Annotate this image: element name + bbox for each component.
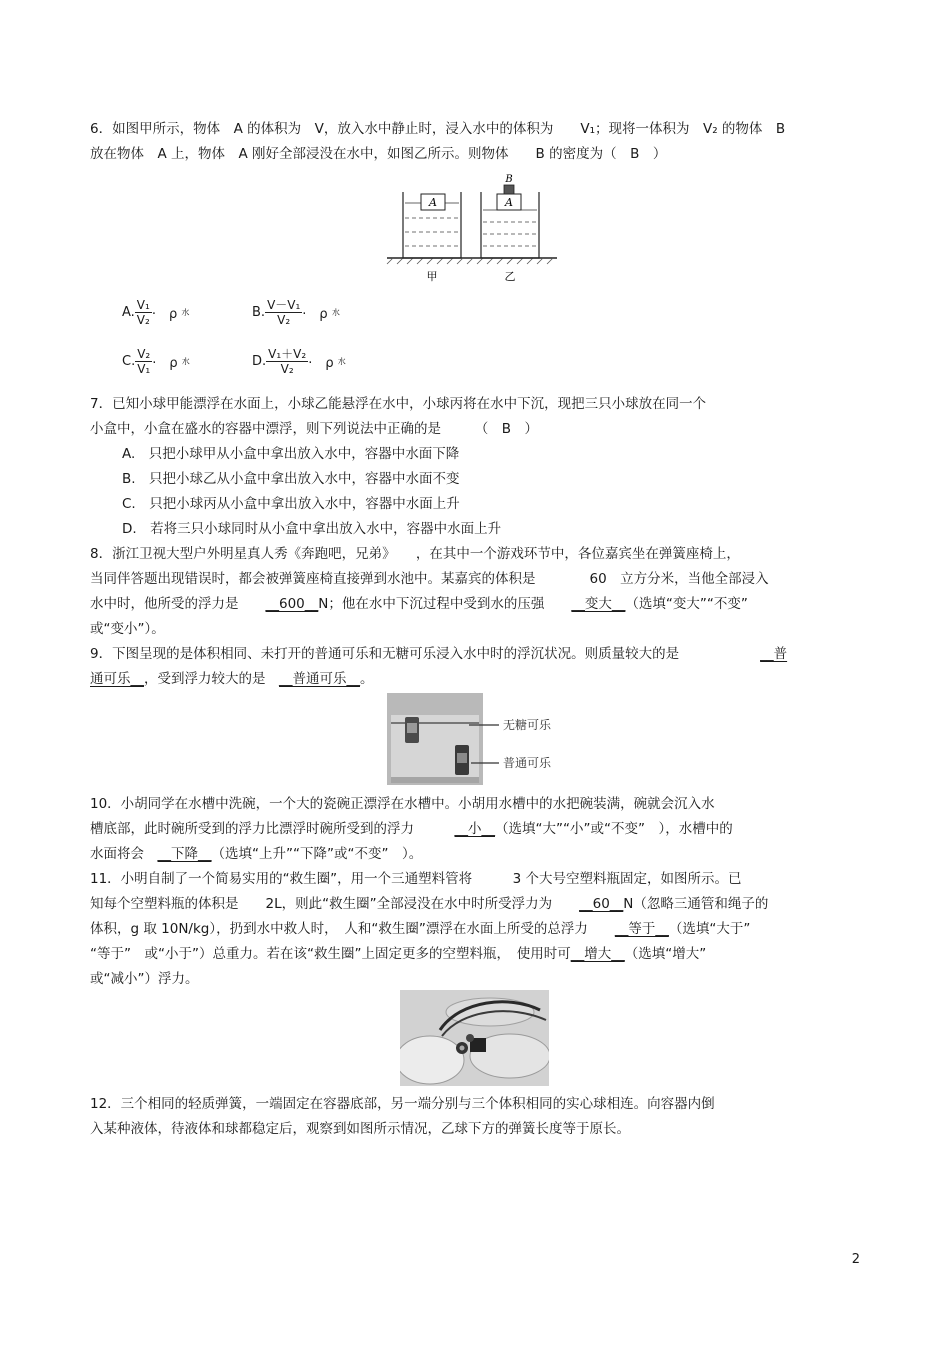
q9-cola-photo	[387, 693, 567, 785]
fraction	[135, 298, 152, 327]
q11-line5: 或“减小”）浮力。	[90, 971, 199, 987]
q11-line3	[90, 920, 750, 938]
q7-option-c: C. 只把小球丙从小盒中拿出放入水中，容器中水面上升	[122, 496, 460, 512]
q10-answer-buoyancy: __小__	[454, 821, 495, 837]
q7-line2: 小盒中，小盒在盛水的容器中漂浮，则下列说法中正确的是 （ B ）	[90, 421, 539, 437]
q11-text-c: 体积，g 取 10N/kg），扔到水中救人时， 人和“救生圈”漂浮在水面上所受的总浮力	[90, 921, 615, 937]
q9-answer-buoyancy: __普通可乐__	[279, 671, 360, 687]
q11-text-b: N（忽略三通管和绳子的	[623, 896, 769, 912]
numerator: V₁	[136, 298, 150, 312]
q8-answer-pressure: __变大__	[571, 596, 626, 612]
q9-text-c: 。	[360, 671, 374, 687]
q6-option-c	[122, 347, 190, 376]
q9-text-b: ，受到浮力较大的是	[144, 671, 279, 687]
rho-subscript: 水	[181, 308, 190, 317]
rho-subscript: 水	[181, 357, 190, 366]
q9-text-a: 9．下图呈现的是体积相同、未打开的普通可乐和无糖可乐浸入水中时的浮沉状况。则质量较大的是	[90, 646, 761, 662]
rho-symbol: · ρ	[302, 307, 328, 322]
option-label: A.	[122, 305, 135, 320]
q11-answer-buoyancy: __60__	[579, 896, 624, 912]
q8-line1: 8．浙江卫视大型户外明星真人秀《奔跑吧，兄弟》 ，在其中一个游戏环节中，各位嘉宾坐在弹簧座椅上，	[90, 546, 740, 562]
denominator: V₂	[280, 362, 294, 376]
option-label: C.	[122, 354, 136, 369]
q6-line2: 放在物体 A 上，物体 A 刚好全部浸没在水中，如图乙所示。则物体 B 的密度为（ B ）	[90, 146, 667, 162]
q11-text-a: 知每个空塑料瓶的体积是 2L，则此“救生圈”全部浸没在水中时所受浮力为	[90, 896, 580, 912]
q8-answer-buoyancy: __600__	[265, 596, 319, 612]
q11-answer-change: __增大__	[570, 946, 625, 962]
q7-line1: 7．已知小球甲能漂浮在水面上，小球乙能悬浮在水中，小球丙将在水中下沉，现把三只小球放在同一个	[90, 396, 707, 412]
fraction	[266, 347, 308, 376]
page-number: 2	[851, 1252, 860, 1267]
option-label: D.	[252, 354, 267, 369]
caption-yi: 乙	[504, 270, 516, 283]
option-label: B.	[252, 305, 266, 320]
rho-subscript: 水	[331, 308, 340, 317]
q11-line2	[90, 895, 768, 913]
fraction	[135, 347, 152, 376]
block-a-label-left: A	[429, 196, 437, 209]
q11-text-f: （选填“增大”	[624, 946, 707, 962]
q7-option-d: D. 若将三只小球同时从小盒中拿出放入水中，容器中水面上升	[122, 521, 502, 537]
q10-line3	[90, 845, 422, 863]
numerator: V₁＋V₂	[268, 347, 307, 361]
q8-line2: 当同伴答题出现错误时，都会被弹簧座椅直接弹到水池中。某嘉宾的体积是 60 立方分米，当他全部浸入	[90, 571, 769, 587]
denominator: V₁	[137, 362, 151, 376]
denominator: V₂	[136, 313, 150, 327]
q10-text-a: 槽底部，此时碗所受到的浮力比漂浮时碗所受到的浮力	[90, 821, 455, 837]
q9-answer-mass-part2: 通可乐__	[90, 671, 144, 687]
q12-line2: 入某种液体，待液体和球都稳定后，观察到如图所示情况，乙球下方的弹簧长度等于原长。	[90, 1121, 630, 1137]
q11-text-d: （选填“大于”	[668, 921, 751, 937]
block-a-label-right: A	[505, 196, 513, 209]
q8-text-c: （选填“变大”“不变”	[625, 596, 748, 612]
q6-line1: 6．如图甲所示，物体 A 的体积为 V，放入水中静止时，浸入水中的体积为 V₁；现将一体积为 V₂ 的物体 B	[90, 121, 786, 137]
q10-text-b: （选填“大”“小”或“不变” ），水槽中的	[495, 821, 733, 837]
rho-symbol: · ρ	[308, 356, 334, 371]
q12-line1: 12．三个相同的轻质弹簧，一端固定在容器底部，另一端分别与三个体积相同的实心球相连。向容器内倒	[90, 1096, 715, 1112]
q8-line4: 或“变小”）。	[90, 621, 165, 637]
denominator: V₂	[277, 313, 291, 327]
caption-jia: 甲	[426, 270, 438, 283]
q11-line4	[90, 945, 706, 963]
q10-text-c: 水面将会	[90, 846, 158, 862]
q10-line1: 10．小胡同学在水槽中洗碗，一个大的瓷碗正漂浮在水槽中。小胡用水槽中的水把碗装满，碗就会沉入水	[90, 796, 715, 812]
block-b-label: B	[505, 174, 513, 185]
q10-line2	[90, 820, 733, 838]
label-regular-cola: 普通可乐	[503, 756, 552, 770]
rho-subscript: 水	[337, 357, 346, 366]
q6-figure	[385, 172, 560, 284]
q11-text-e: “等于” 或“小于”）总重力。若在该“救生圈”上固定更多的空塑料瓶， 使用时可	[90, 946, 571, 962]
rho-symbol: · ρ	[152, 356, 178, 371]
numerator: V₂	[137, 347, 151, 361]
numerator: V－V₁	[267, 298, 301, 312]
q10-answer-water-level: __下降__	[157, 846, 212, 862]
q6-option-a	[122, 298, 189, 327]
fraction	[265, 298, 302, 327]
q8-line3	[90, 595, 748, 613]
q9-line1	[90, 645, 787, 663]
q11-lifebuoy-photo	[400, 990, 549, 1086]
q10-text-d: （选填“上升”“下降”或“不变” ）。	[211, 846, 423, 862]
q8-text-b: N；他在水中下沉过程中受到水的压强	[318, 596, 572, 612]
rho-symbol: · ρ	[151, 307, 178, 322]
q7-option-b: B. 只把小球乙从小盒中拿出放入水中，容器中水面不变	[122, 471, 460, 487]
q11-line1: 11．小明自制了一个简易实用的“救生圈”，用一个三通塑料管将 3 个大号空塑料瓶固定，如图所示。已	[90, 871, 742, 887]
q9-line2	[90, 670, 374, 688]
q6-option-b	[252, 298, 340, 327]
q6-option-d	[252, 347, 346, 376]
q9-answer-mass-part1: __普	[760, 646, 788, 662]
q8-text-a: 水中时，他所受的浮力是	[90, 596, 266, 612]
q11-answer-compare: __等于__	[614, 921, 669, 937]
label-diet-cola: 无糖可乐	[503, 718, 552, 732]
q7-option-a: A. 只把小球甲从小盒中拿出放入水中，容器中水面下降	[122, 446, 460, 462]
